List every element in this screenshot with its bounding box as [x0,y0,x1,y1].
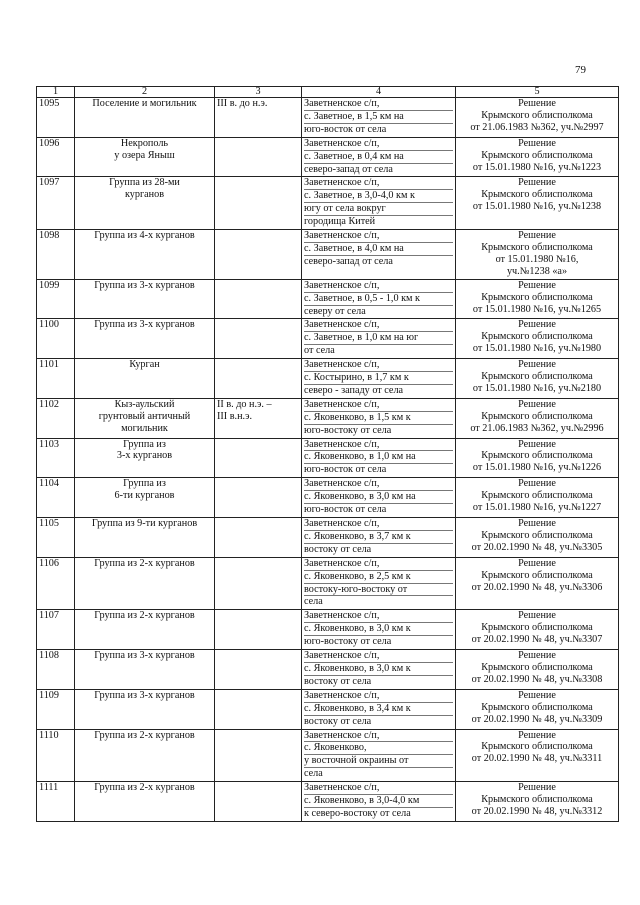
dating-cell [215,279,302,319]
object-name-cell [75,782,215,822]
location-line: с. Яковенково, в 3,0-4,0 км [304,795,453,808]
row-number-cell: 1098 [37,230,75,280]
location-line: с. Яковенково, в 3,4 км к [304,703,453,716]
decision-document-cell [456,177,619,230]
decision-document-line: от 21.06.1983 №362, уч.№2997 [470,121,604,133]
location-line: Заветненское с/п, [304,690,453,703]
location-cell [302,398,456,438]
location-cell [302,359,456,399]
decision-document-line: от 15.01.1980 №16, уч.№1226 [472,462,602,474]
decision-document-line: Решение [518,729,556,741]
decision-document-line: от 20.02.1990 № 48, уч.№3306 [471,581,603,593]
dating-cell [215,398,302,438]
location-line: северо-запад от села [304,163,393,175]
row-number-cell: 1103 [37,438,75,478]
decision-document-line: Крымского облисполкома [481,794,593,806]
location-cell [302,230,456,280]
location-cell [302,177,456,230]
decision-document-cell [456,729,619,782]
location-cell [302,98,456,138]
dating-cell [215,319,302,359]
decision-document-line: от 21.06.1983 №362, уч.№2996 [470,422,604,434]
location-line: Заветненское с/п, [304,478,453,491]
location-line: с. Заветное, в 0,4 км на [304,151,453,164]
location-line: с. Яковенково, в 1,0 км на [304,451,453,464]
table-row [37,689,619,729]
location-cell [302,137,456,177]
object-name-line: Некрополь [120,137,169,149]
location-line: с. Яковенково, в 3,0 км на [304,491,453,504]
location-line: с. Яковенково, [304,742,453,755]
location-line: Заветненское с/п, [304,399,453,412]
decision-document-cell [456,689,619,729]
object-name-line: Кыз-аульский [114,398,175,410]
table-row [37,98,619,138]
heritage-registry-table [36,86,619,822]
object-name-line: Группа из [123,438,166,450]
object-name-line: Группа из 2-х курганов [94,782,195,794]
row-number-cell: 1095 [37,98,75,138]
decision-document-cell [456,279,619,319]
decision-document-line: Решение [518,359,556,371]
dating-cell [215,98,302,138]
dating-cell [215,782,302,822]
location-line: Заветненское с/п, [304,439,453,452]
location-line: Заветненское с/п, [304,518,453,531]
location-line: Заветненское с/п, [304,650,453,663]
table-row [37,782,619,822]
page-number: 79 [575,64,586,76]
dating-line: III в. до н.э. [217,98,268,109]
object-name-cell [75,230,215,280]
location-line: у восточной окраины от [304,755,453,768]
location-cell [302,729,456,782]
location-line: с. Заветное, в 3,0-4,0 км к [304,190,453,203]
location-line: с. Костырино, в 1,7 км к [304,372,453,385]
row-number-cell: 1109 [37,689,75,729]
location-line: северо-запад от села [304,255,393,267]
object-name-cell [75,729,215,782]
location-line: востоку от села [304,675,372,687]
header-row [37,87,619,98]
object-name-line: 6-ти курганов [114,490,175,502]
location-line: юго-востоку от села [304,636,392,648]
decision-document-line: от 20.02.1990 № 48, уч.№3309 [471,713,603,725]
decision-document-cell [456,557,619,610]
decision-document-line: Крымского облисполкома [481,622,593,634]
row-number-cell: 1104 [37,478,75,518]
location-line: с. Заветное, в 4,0 км на [304,243,453,256]
location-line: с. Яковенково, в 3,0 км к [304,663,453,676]
decision-document-line: Решение [518,279,556,291]
decision-document-line: от 20.02.1990 № 48, уч.№3308 [471,673,603,685]
dating-cell [215,230,302,280]
location-line: с. Заветное, в 0,5 - 1,0 км к [304,293,453,306]
decision-document-line: Решение [518,98,556,109]
location-line: северо - западу от села [304,384,404,396]
dating-cell [215,518,302,558]
row-number-cell: 1099 [37,279,75,319]
decision-document-line: Решение [518,230,556,242]
decision-document-cell [456,230,619,280]
decision-document-line: Крымского облисполкома [481,241,593,253]
location-line: юго-востоку от села [304,424,392,436]
object-name-line: Группа из 3-х курганов [94,650,195,662]
table-row [37,438,619,478]
decision-document-line: Крымского облисполкома [481,741,593,753]
decision-document-line: Крымского облисполкома [481,331,593,343]
location-line: Заветненское с/п, [304,280,453,293]
table-row [37,650,619,690]
table-row [37,279,619,319]
dating-cell [215,359,302,399]
location-line: северу от села [304,305,366,317]
location-cell [302,438,456,478]
object-name-line: Группа из 3-х курганов [94,279,195,291]
location-line: с. Заветное, в 1,0 км на юг [304,332,453,345]
object-name-line: Группа из 2-х курганов [94,610,195,622]
dating-cell [215,650,302,690]
header-col-5: 5 [456,87,619,98]
dating-cell [215,438,302,478]
decision-document-line: от 15.01.1980 №16, [495,253,579,265]
location-cell [302,319,456,359]
decision-document-line: Решение [518,478,556,490]
dating-line: II в. до н.э. – [217,398,272,410]
location-cell [302,782,456,822]
table-body [37,98,619,822]
table-row [37,319,619,359]
object-name-cell [75,137,215,177]
location-line: с. Яковенково, в 3,0 км к [304,623,453,636]
decision-document-line: от 15.01.1980 №16, уч.№1238 [472,201,602,213]
decision-document-line: Крымского облисполкома [481,410,593,422]
decision-document-line: Решение [518,177,556,189]
decision-document-line: от 15.01.1980 №16, уч.№1980 [472,343,602,355]
row-number-cell: 1106 [37,557,75,610]
row-number-cell: 1102 [37,398,75,438]
dating-cell [215,177,302,230]
row-number-cell: 1105 [37,518,75,558]
location-line: с. Яковенково, в 3,7 км к [304,531,453,544]
header-col-3: 3 [215,87,302,98]
table-row [37,230,619,280]
object-name-cell [75,279,215,319]
table-row [37,729,619,782]
object-name-cell [75,359,215,399]
location-cell [302,518,456,558]
decision-document-cell [456,478,619,518]
location-line: с. Яковенково, в 1,5 км к [304,412,453,425]
decision-document-line: Крымского облисполкома [481,109,593,121]
row-number-cell: 1097 [37,177,75,230]
decision-document-cell [456,359,619,399]
location-cell [302,478,456,518]
decision-document-line: Решение [518,557,556,569]
location-line: югу от села вокруг [304,203,453,216]
row-number-cell: 1110 [37,729,75,782]
object-name-cell [75,650,215,690]
row-number-cell: 1107 [37,610,75,650]
location-line: юго-восток от села [304,504,387,516]
decision-document-line: Крымского облисполкома [481,490,593,502]
table-row [37,478,619,518]
object-name-line: Курган [129,359,160,371]
location-line: городища Китей [304,216,376,228]
header-col-4: 4 [302,87,456,98]
decision-document-line: уч.№1238 «а» [506,265,568,277]
location-cell [302,610,456,650]
location-line: с. Заветное, в 1,5 км на [304,111,453,124]
decision-document-cell [456,137,619,177]
decision-document-cell [456,650,619,690]
object-name-line: Группа из 3-х курганов [94,319,195,331]
location-line: Заветненское с/п, [304,230,453,243]
location-line: села [304,596,323,608]
location-line: Заветненское с/п, [304,98,453,111]
decision-document-line: Решение [518,689,556,701]
decision-document-line: Крымского облисполкома [481,569,593,581]
location-line: Заветненское с/п, [304,359,453,372]
location-line: Заветненское с/п, [304,730,453,743]
dating-cell [215,729,302,782]
object-name-line: грунтовый античный [98,410,191,422]
object-name-cell [75,398,215,438]
location-line: Заветненское с/п, [304,319,453,332]
decision-document-line: Решение [518,610,556,622]
row-number-cell: 1111 [37,782,75,822]
table-row [37,177,619,230]
decision-document-line: Решение [518,438,556,450]
decision-document-cell [456,319,619,359]
decision-document-line: от 15.01.1980 №16, уч.№2180 [472,382,602,394]
decision-document-cell [456,438,619,478]
dating-cell [215,137,302,177]
decision-document-cell [456,398,619,438]
location-line: юго-восток от села [304,123,387,135]
location-line: Заветненское с/п, [304,782,453,795]
decision-document-line: Решение [518,398,556,410]
object-name-line: Группа из 3-х курганов [94,689,195,701]
decision-document-line: Крымского облисполкома [481,450,593,462]
object-name-cell [75,689,215,729]
row-number-cell: 1100 [37,319,75,359]
decision-document-cell [456,610,619,650]
location-line: от села [304,345,335,357]
object-name-cell [75,557,215,610]
table-row [37,557,619,610]
location-line: Заветненское с/п, [304,610,453,623]
location-line: к северо-востоку от села [304,807,411,819]
decision-document-line: Решение [518,782,556,794]
location-line: Заветненское с/п, [304,177,453,190]
decision-document-line: от 15.01.1980 №16, уч.№1227 [472,502,602,514]
location-line: востоку-юго-востоку от [304,584,453,597]
location-line: с. Яковенково, в 2,5 км к [304,571,453,584]
decision-document-cell [456,518,619,558]
object-name-line: Группа из 28-ми [109,177,180,189]
table-row [37,518,619,558]
row-number-cell: 1101 [37,359,75,399]
object-name-line: Группа из 2-х курганов [94,557,195,569]
object-name-cell [75,438,215,478]
object-name-line: Поселение и могильник [92,98,197,109]
decision-document-line: Крымского облисполкома [481,661,593,673]
row-number-cell: 1096 [37,137,75,177]
object-name-line: могильник [121,422,168,434]
location-line: села [304,768,323,780]
location-line: востоку от села [304,543,372,555]
dating-line: III в.н.э. [217,410,252,422]
header-col-2: 2 [75,87,215,98]
decision-document-line: Крымского облисполкома [481,371,593,383]
object-name-line: Группа из 2-х курганов [94,729,195,741]
object-name-line: курганов [124,189,165,201]
object-name-cell [75,177,215,230]
decision-document-cell [456,98,619,138]
object-name-line: Группа из [123,478,166,490]
location-line: Заветненское с/п, [304,138,453,151]
header-col-1: 1 [37,87,75,98]
decision-document-line: Крымского облисполкома [481,149,593,161]
decision-document-line: Решение [518,137,556,149]
location-line: востоку от села [304,715,372,727]
decision-document-line: Решение [518,518,556,529]
decision-document-line: Крымского облисполкома [481,701,593,713]
dating-cell [215,478,302,518]
object-name-line: Группа из 4-х курганов [94,230,195,242]
location-cell [302,557,456,610]
decision-document-line: Крымского облисполкома [481,291,593,303]
decision-document-line: Решение [518,650,556,662]
location-cell [302,689,456,729]
object-name-cell [75,478,215,518]
decision-document-line: от 20.02.1990 № 48, уч.№3311 [471,753,603,765]
decision-document-line: от 15.01.1980 №16, уч.№1223 [472,161,602,173]
decision-document-line: Крымского облисполкома [481,189,593,201]
table-row [37,137,619,177]
decision-document-line: от 20.02.1990 № 48, уч.№3307 [471,634,603,646]
dating-cell [215,610,302,650]
object-name-cell [75,319,215,359]
object-name-cell [75,98,215,138]
object-name-line: у озера Яныш [114,149,175,161]
decision-document-cell [456,782,619,822]
decision-document-line: Решение [518,319,556,331]
decision-document-line: от 15.01.1980 №16, уч.№1265 [472,303,602,315]
location-line: юго-восток от села [304,464,387,476]
object-name-cell [75,610,215,650]
table-row [37,610,619,650]
object-name-cell [75,518,215,558]
location-line: Заветненское с/п, [304,558,453,571]
decision-document-line: от 20.02.1990 № 48, уч.№3305 [471,541,603,553]
table-row [37,359,619,399]
decision-document-line: Крымского облисполкома [481,529,593,541]
object-name-line: 3-х курганов [116,450,173,462]
table-row [37,398,619,438]
dating-cell [215,689,302,729]
location-cell [302,279,456,319]
decision-document-line: от 20.02.1990 № 48, уч.№3312 [471,805,603,817]
location-cell [302,650,456,690]
table-header [37,87,619,98]
dating-cell [215,557,302,610]
object-name-line: Группа из 9-ти курганов [91,518,198,529]
row-number-cell: 1108 [37,650,75,690]
